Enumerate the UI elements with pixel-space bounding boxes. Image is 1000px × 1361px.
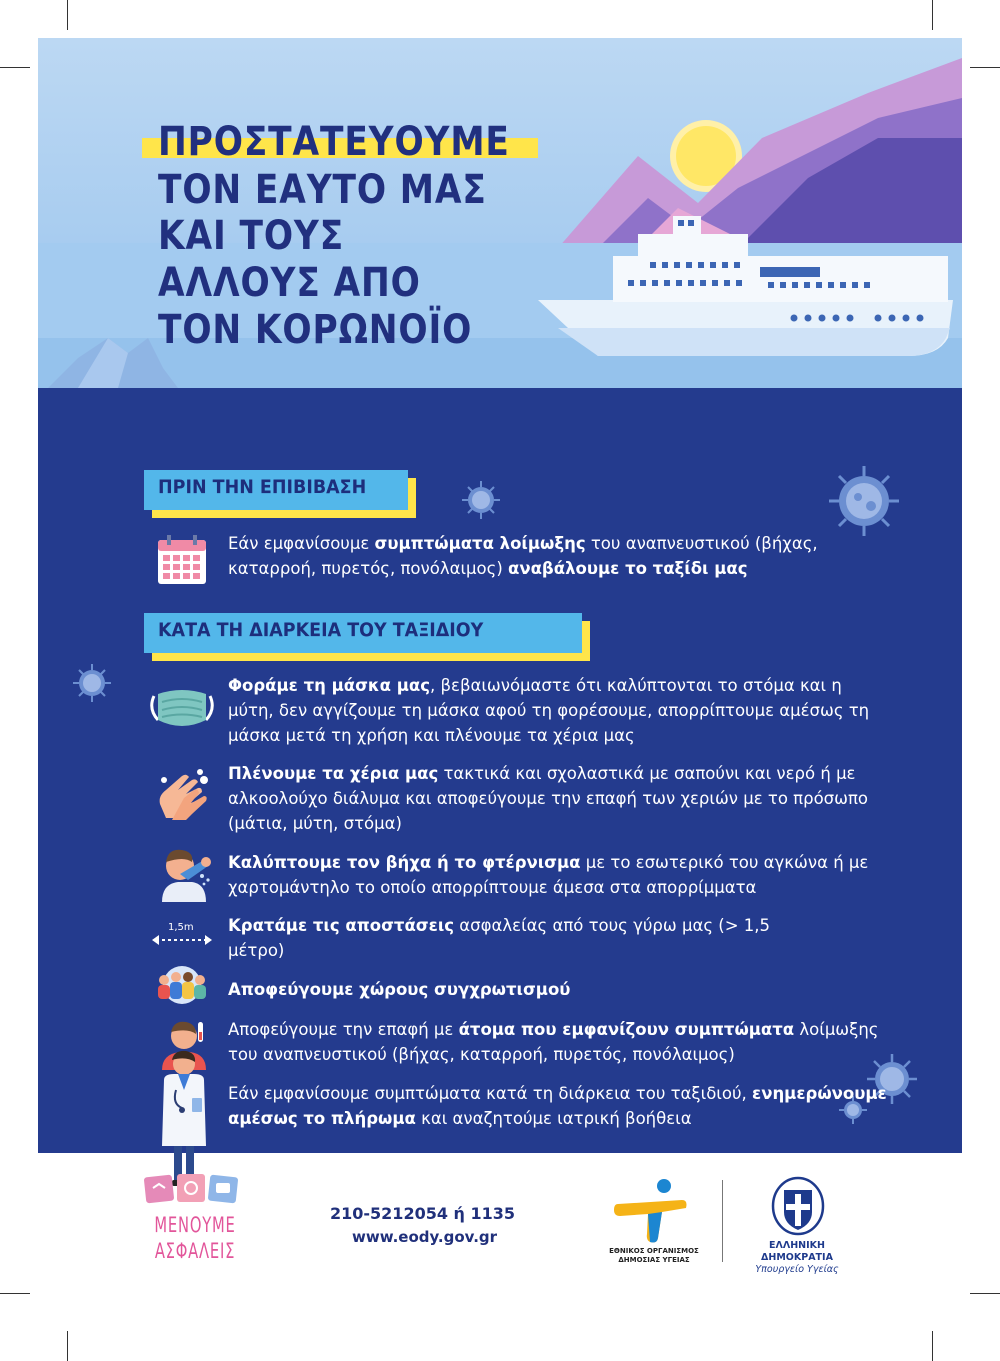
face-mask-icon: [148, 686, 216, 732]
item-emphasis: Καλύπτουμε τον βήχα ή το φτέρνισμα: [228, 853, 581, 872]
item-text: λοίμωξης του αναπνευστικού (βήχας, καταρροή, πυρετός, πονόλαιμος): [228, 1020, 879, 1064]
item-text: ασφαλείας από τους γύρω μας (> 1,5 μέτρο): [228, 916, 771, 960]
government-line: ΕΛΛΗΝΙΚΗ ΔΗΜΟΚΡΑΤΙΑ: [761, 1240, 833, 1263]
title-line-3: ΚΑΙ ΤΟΥΣ: [158, 213, 345, 259]
item-text: τακτικά και σχολαστικά με σαπούνι και νερό ή με αλκοολούχο διάλυμα και αποφεύγουμε την επαφή των χεριών με το πρόσωπο (μάτια, μύτη, στόμα): [228, 764, 868, 833]
ministry-line: Υπουργείο Υγείας: [755, 1264, 839, 1275]
crop-mark: [67, 0, 68, 30]
item-text: και αναζητούμε ιατρική βοήθεια: [415, 1109, 692, 1128]
section-heading-during-trip: [144, 613, 582, 653]
item-text: Εάν εμφανίσουμε συμπτώματα κατά τη διάρκεια του ταξιδιού,: [228, 1084, 753, 1103]
section-heading-before-boarding: [144, 470, 408, 510]
crop-mark: [0, 67, 30, 68]
distance-label: 1,5m: [168, 922, 194, 933]
virus-icon: [73, 664, 111, 702]
virus-icon: [462, 481, 500, 519]
website-link[interactable]: www.eody.gov.gr: [352, 1228, 498, 1246]
crop-mark: [970, 1293, 1000, 1294]
item-cover-cough: [228, 850, 888, 900]
eody-logo-icon: [612, 1178, 692, 1244]
item-inform-crew: [228, 1081, 888, 1131]
item-wash-hands: [228, 761, 888, 836]
crowd-icon: [152, 966, 212, 1004]
item-emphasis: άτομα που εμφανίζουν συμπτώματα: [458, 1020, 795, 1039]
hero-banner: [38, 38, 962, 388]
item-avoid-symptomatic: [228, 1017, 888, 1067]
item-text: Εάν εμφανίσουμε: [228, 534, 375, 553]
crop-mark: [932, 1331, 933, 1361]
title-line-2: ΤΟΝ ΕΑΥΤΟ ΜΑΣ: [158, 167, 487, 213]
item-text: του αναπνευστικού (βήχας, καταρροή, πυρετός, πονόλαιμος): [228, 534, 818, 578]
crop-mark: [67, 1331, 68, 1361]
campaign-line: ΜΕΝΟΥΜΕ: [154, 1213, 236, 1237]
eody-line: ΕΘΝΙΚΟΣ ΟΡΓΑΝΙΣΜΟΣ: [609, 1247, 699, 1255]
crop-mark: [932, 0, 933, 30]
crop-mark: [970, 67, 1000, 68]
item-avoid-crowds: [228, 977, 888, 1002]
title-line-4: ΑΛΛΟΥΣ ΑΠΟ: [158, 260, 421, 306]
campaign-line: ΑΣΦΑΛΕΙΣ: [154, 1239, 236, 1263]
item-emphasis: Κρατάμε τις αποστάσεις: [228, 916, 455, 935]
item-emphasis: ενημερώνουμε αμέσως το πλήρωμα: [228, 1084, 887, 1128]
distance-icon: [150, 922, 214, 952]
title-line-1: ΠΡΟΣΤΑΤΕΥΟΥΜΕ: [158, 119, 510, 165]
footer-divider: [722, 1180, 723, 1262]
calendar-icon: [156, 534, 208, 586]
item-emphasis: συμπτώματα λοίμωξης: [374, 534, 586, 553]
poster: [38, 38, 962, 1153]
government-name: [735, 1240, 859, 1276]
item-wear-mask: [228, 673, 888, 748]
item-emphasis: αναβάλουμε το ταξίδι μας: [508, 559, 748, 578]
item-emphasis: Αποφεύγουμε χώρους συγχρωτισμού: [228, 980, 571, 999]
item-keep-distance: [228, 913, 788, 963]
virus-icon: [829, 466, 899, 536]
eody-line: ΔΗΜΟΣΙΑΣ ΥΓΕΙΑΣ: [618, 1256, 690, 1264]
cough-elbow-icon: [158, 846, 212, 902]
hand-washing-icon: [156, 768, 212, 824]
item-postpone-trip: [228, 531, 888, 581]
content-panel: [38, 388, 962, 1153]
item-emphasis: Πλένουμε τα χέρια μας: [228, 764, 439, 783]
campaign-slogan: [152, 1212, 238, 1264]
title-line-5: ΤΟΝ ΚΟΡΩΝΟΪΟ: [158, 307, 473, 353]
crop-mark: [0, 1293, 30, 1294]
section-heading-label: ΠΡΙΝ ΤΗΝ ΕΠΙΒΙΒΑΣΗ: [158, 476, 367, 498]
item-emphasis: Φοράμε τη μάσκα μας: [228, 676, 430, 695]
eody-name: [606, 1247, 702, 1265]
helpline-phone: 210-5212054 ή 1135: [330, 1204, 516, 1223]
hellenic-republic-emblem-icon: [770, 1176, 826, 1236]
section-heading-label: ΚΑΤΑ ΤΗ ΔΙΑΡΚΕΙΑ ΤΟΥ ΤΑΞΙΔΙΟΥ: [158, 619, 484, 641]
item-text: , βεβαιωνόμαστε ότι καλύπτονται το στόμα και η μύτη, δεν αγγίζουμε τη μάσκα αφού τη φορέσουμε, απορρίπτουμε αμέσως τη μάσκα μετά τη χρήση και πλένουμε τα χέρια μας: [228, 676, 870, 745]
item-text: Αποφεύγουμε την επαφή με: [228, 1020, 459, 1039]
item-text: με το εσωτερικό του αγκώνα ή με χαρτομάντηλο το οποίο απορρίπτουμε άμεσα στα απορρίμματα: [228, 853, 869, 897]
campaign-logo-icon: [143, 1170, 243, 1206]
